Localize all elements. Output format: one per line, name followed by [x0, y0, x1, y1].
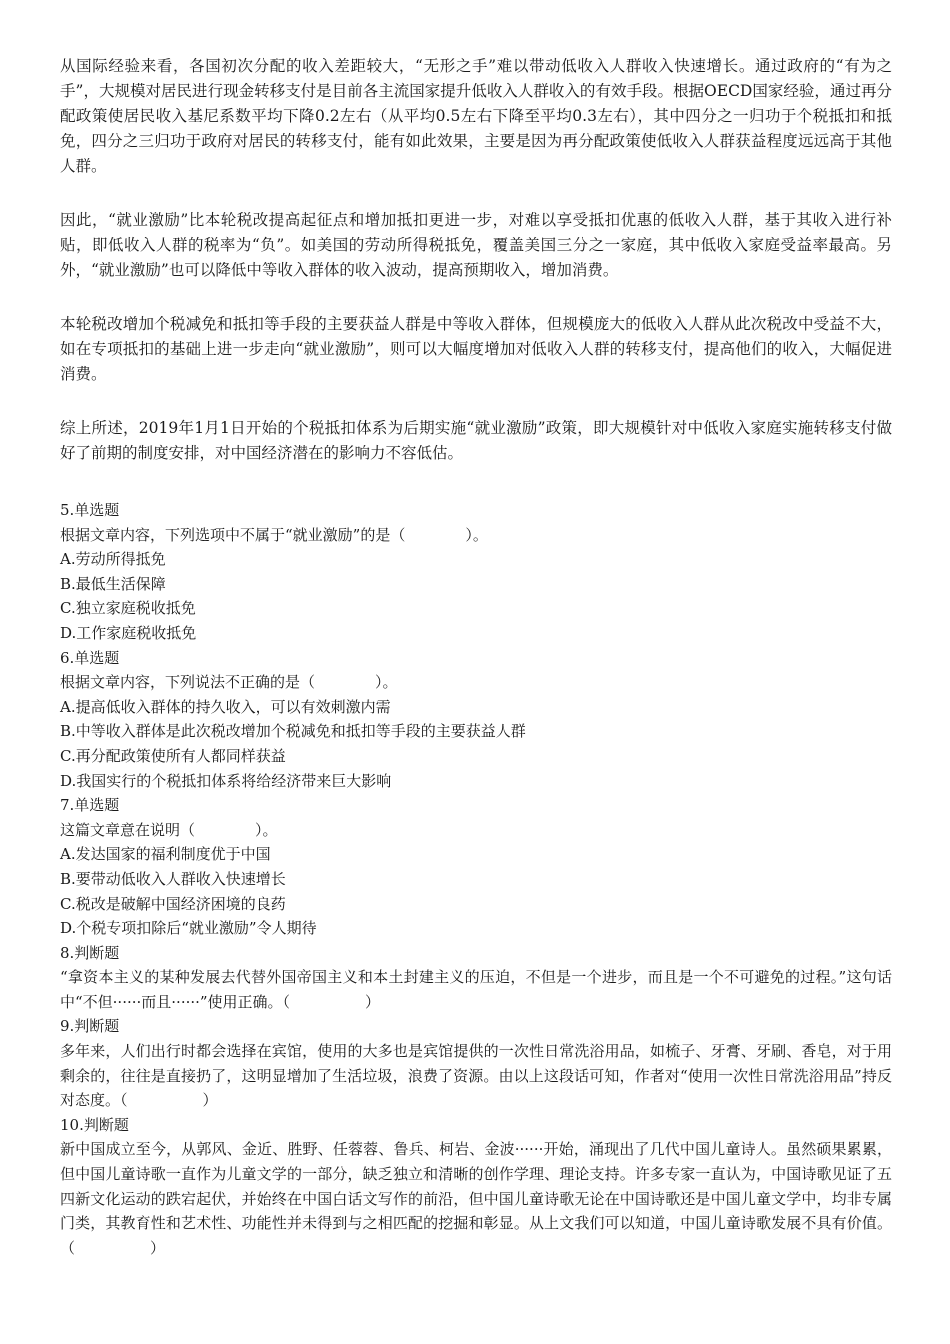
article-paragraph-1: 从国际经验来看，各国初次分配的收入差距较大，“无形之手”难以带动低收入人群收入快速增长。通过政府的“有为之手”，大规模对居民进行现金转移支付是目前各主流国家提升低收入人群收入的有效手段。根据OECD国家经验，通过再分配政策使居民收入基尼系数平均下降0.2左右（从平均0.5左右下降至平均0.3左右），其中四分之一归功于个税抵扣和抵免，四分之三归功于政府对居民的转移支付，能有如此效果，主要是因为再分配政策使低收入人群获益程度远远高于其他人群。 — [60, 57, 892, 175]
article-paragraph-4: 综上所述，2019年1月1日开始的个税抵扣体系为后期实施“就业激励”政策，即大规模针对中低收入家庭实施转移支付做好了前期的制度安排，对中国经济潜在的影响力不容低估。 — [60, 419, 892, 462]
question-option[interactable]: A.发达国家的福利制度优于中国 — [60, 845, 271, 864]
question-stem: 这篇文章意在说明（ ）。 — [60, 820, 278, 839]
question-option[interactable]: C.税改是破解中国经济困境的良药 — [60, 894, 286, 913]
question-option[interactable]: B.中等收入群体是此次税改增加个税减免和抵扣等手段的主要获益人群 — [60, 722, 526, 741]
question-header: 10.判断题 — [60, 1115, 129, 1134]
question-option[interactable]: C.独立家庭税收抵免 — [60, 599, 196, 618]
question-option[interactable]: D.我国实行的个税抵扣体系将给经济带来巨大影响 — [60, 771, 392, 790]
question-stem: 新中国成立至今，从郭风、金近、胜野、任蓉蓉、鲁兵、柯岩、金波······开始，涌现出了几代中国儿童诗人。虽然硕果累累，但中国儿童诗歌一直作为儿童文学的一部分，缺乏独立和清晰的创作学理、理论支持。许多专家一直认为，中国诗歌见证了五四新文化运动的跌宕起伏，并始终在中国白话文写作的前沿，但中国儿童诗歌无论在中国诗歌还是中国儿童文学中，均非专属门类，其教育性和艺术性、功能性并未得到与之相匹配的挖掘和彰显。从上文我们可以知道，中国儿童诗歌发展不具有价值。（ ） — [60, 1140, 892, 1257]
question-stem: 根据文章内容，下列说法不正确的是（ ）。 — [60, 673, 398, 692]
question-option[interactable]: B.要带动低收入人群收入快速增长 — [60, 869, 286, 888]
question-stem: “拿资本主义的某种发展去代替外国帝国主义和本土封建主义的压迫，不但是一个进步，而且是一个不可避免的过程。”这句话中“不但······而且······”使用正确。（ ） — [60, 968, 892, 1011]
question-option[interactable]: A.劳动所得抵免 — [60, 550, 166, 569]
article-paragraph-3: 本轮税改增加个税减免和抵扣等手段的主要获益人群是中等收入群体，但规模庞大的低收入人群从此次税改中受益不大，如在专项抵扣的基础上进一步走向“就业激励”，则可以大幅度增加对低收入人群的转移支付，提高他们的收入，大幅促进消费。 — [60, 315, 892, 383]
question-header: 7.单选题 — [60, 796, 120, 815]
question-header: 8.判断题 — [60, 943, 120, 962]
document-page — [60, 54, 892, 1260]
question-option[interactable]: D.工作家庭税收抵免 — [60, 623, 197, 642]
article-paragraph-2: 因此，“就业激励”比本轮税改提高起征点和增加抵扣更进一步，对难以享受抵扣优惠的低收入人群，基于其收入进行补贴，即低收入人群的税率为“负”。如美国的劳动所得税抵免，覆盖美国三分之一家庭，其中低收入家庭受益率最高。另外，“就业激励”也可以降低中等收入群体的收入波动，提高预期收入，增加消费。 — [60, 211, 892, 279]
question-header: 9.判断题 — [60, 1017, 120, 1036]
question-list — [60, 498, 892, 1260]
question-8 — [60, 941, 892, 1015]
question-10 — [60, 1113, 892, 1261]
question-stem: 多年来，人们出行时都会选择在宾馆，使用的大多也是宾馆提供的一次性日常洗浴用品，如梳子、牙膏、牙刷、香皂，对于用剩余的，往往是直接扔了，这明显增加了生活垃圾，浪费了资源。由以上这段话可知，作者对“使用一次性日常洗浴用品”持反对态度。（ ） — [60, 1042, 892, 1110]
question-option[interactable]: D.个税专项扣除后“就业激励”令人期待 — [60, 919, 317, 938]
question-option[interactable]: A.提高低收入群体的持久收入，可以有效刺激内需 — [60, 697, 391, 716]
question-option[interactable]: B.最低生活保障 — [60, 574, 166, 593]
question-9 — [60, 1014, 892, 1112]
question-6 — [60, 646, 892, 794]
question-header: 5.单选题 — [60, 501, 120, 519]
question-stem: 根据文章内容，下列选项中不属于“就业激励”的是（ ）。 — [60, 525, 488, 544]
question-header: 6.单选题 — [60, 648, 120, 667]
question-5 — [60, 498, 892, 646]
question-option[interactable]: C.再分配政策使所有人都同样获益 — [60, 746, 286, 765]
question-7 — [60, 793, 892, 941]
